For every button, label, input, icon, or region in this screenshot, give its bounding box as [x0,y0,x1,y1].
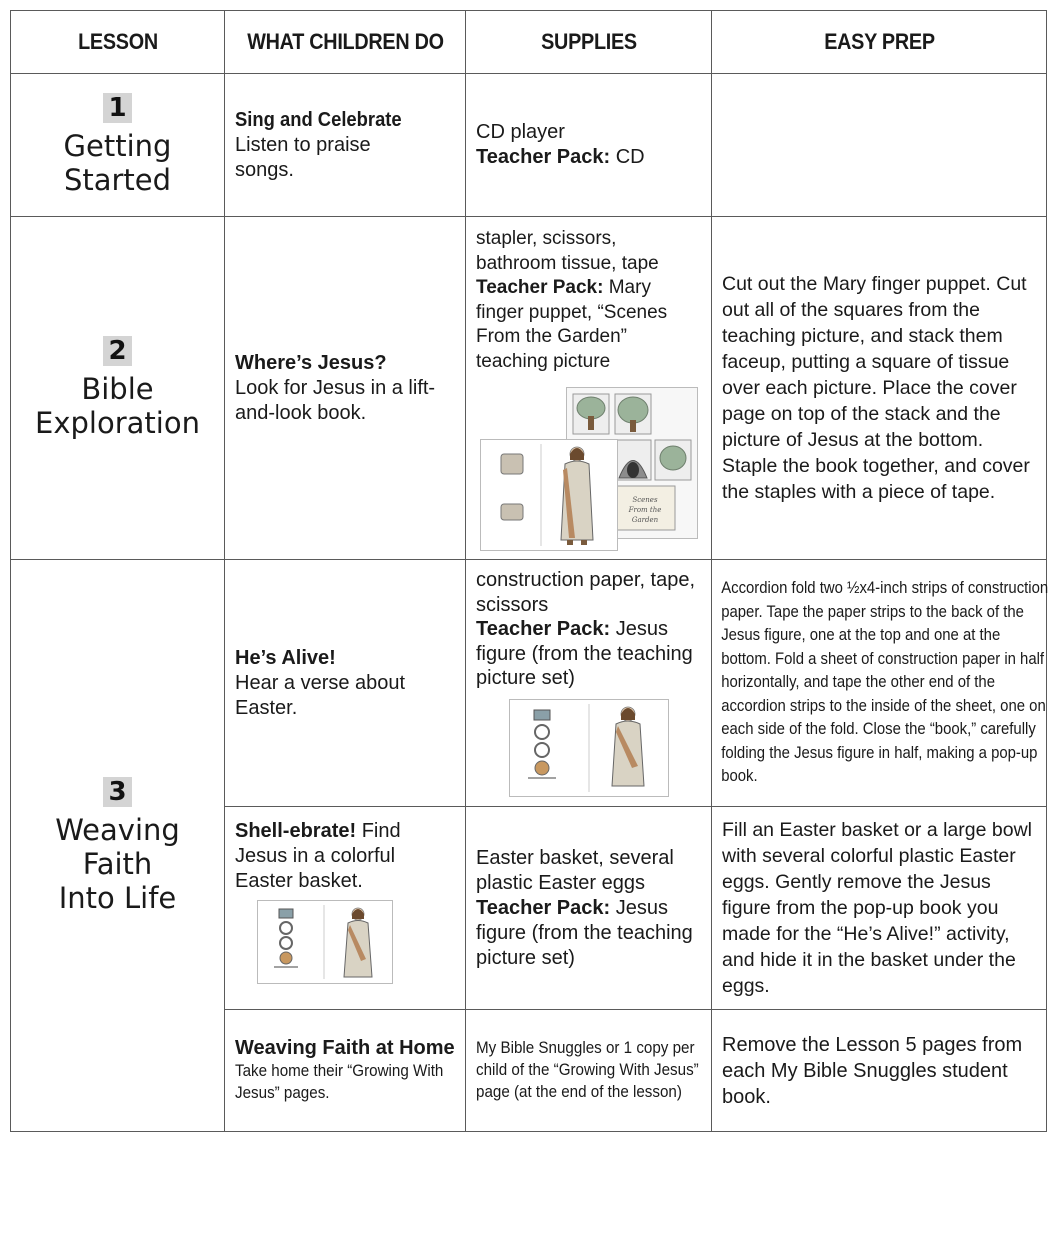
lesson-row-2 [11,217,1047,560]
activity-description: Take home their “Growing With Jesus” pages. [235,1062,444,1102]
lesson-number-badge: 2 [103,336,131,366]
header-lesson: LESSON [21,11,214,74]
lesson-row-1 [11,74,1047,217]
activity-cell [225,1010,466,1132]
activity-title: Sing and Celebrate [235,108,402,131]
activity-cell [225,74,466,217]
prep-cell [712,217,1047,560]
teacher-pack-line: Teacher Pack: Mary finger puppet, “Scenes From the Garden” teaching picture [476,277,668,372]
activity-description: Hear a verse about Easter. [235,671,406,719]
lesson-name-line: Faith [82,846,153,881]
mary-finger-puppet-thumbnail [480,439,618,551]
activity-description: Look for Jesus in a lift-and-look book. [235,376,436,424]
supplies-text: Easter basket, several plastic Easter eggs [476,846,674,894]
jesus-figure-thumbnail [509,699,669,797]
header-row [11,11,1047,74]
lesson-number-badge: 3 [103,777,131,807]
svg-text:Scenes: Scenes [632,496,658,504]
lesson-plan-table [10,10,1047,1132]
supplies-cell [466,74,712,217]
prep-text: Remove the Lesson 5 pages from each My Bible Snuggles student book. [722,1033,1023,1108]
lesson-row-3-activity-1 [11,560,1047,807]
supplies-cell [466,560,712,807]
activity-description: Listen to praise songs. [235,133,371,181]
activity-title: Where’s Jesus? [235,351,387,374]
lesson-cell-2 [11,217,225,560]
activity-title: He’s Alive! [235,646,336,669]
supplies-text: My Bible Snuggles or 1 copy per child of the “Growing With Jesus” page (at the end of the lesson) [476,1039,699,1101]
svg-text:From the: From the [628,506,662,514]
teacher-pack-line: Teacher Pack: Jesus figure (from the teaching picture set) [476,896,693,969]
lesson-name-line: Into Life [58,880,177,915]
prep-cell [712,807,1047,1010]
lesson-name-line: Bible [81,372,154,406]
supplies-text: stapler, scissors, bathroom tissue, tape [476,228,659,274]
lesson-cell-1 [11,74,225,217]
header-easy-prep: EASY PREP [728,11,1030,74]
lesson-name-line: Getting [63,129,172,163]
header-what-children-do: WHAT CHILDREN DO [237,11,454,74]
lesson-name-line: Started [63,163,172,197]
prep-cell [712,560,1047,807]
teacher-pack-line: Teacher Pack: CD [476,146,645,168]
prep-cell [712,1010,1047,1132]
activity-title-and-description: Shell-ebrate! Find Jesus in a colorful Easter basket. [235,820,401,892]
teacher-pack-line: Teacher Pack: Jesus figure (from the teaching picture set) [476,618,693,689]
lesson-number-badge: 1 [103,93,131,123]
supplies-text: CD player [476,121,565,143]
supplies-text: construction paper, tape, scissors [476,569,696,616]
header-supplies: SUPPLIES [478,11,699,74]
prep-text: Fill an Easter basket or a large bowl with several colorful plastic Easter eggs. Gently remove the Jesus figure from the pop-up book you made for the “He’s Alive!” activity, and hide it in the basket under the eggs. [722,819,1032,997]
activity-cell [225,807,466,1010]
lesson-name-line: Exploration [35,406,200,440]
prep-text: Accordion fold two ½x4-inch strips of construction paper. Tape the paper strips to the back of the Jesus figure, one at the top and one at the bottom. Fold a sheet of construction paper in half horizontally, and tape the other end of the accordion strips to the inside of the sheet, one on each side of the fold. Close the “book,” carefully folding the Jesus figure in half, making a pop-up book. [721,579,1049,786]
lesson-cell-3 [11,560,225,1132]
activity-cell [225,560,466,807]
activity-title: Weaving Faith at Home [235,1037,455,1059]
supplies-cell [466,217,712,560]
prep-cell [712,74,1047,217]
supplies-cell [466,1010,712,1132]
supplies-cell [466,807,712,1010]
lesson-name-line: Weaving [55,812,180,847]
activity-cell [225,217,466,560]
prep-text: Cut out the Mary finger puppet. Cut out all of the squares from the teaching picture, and stack them faceup, putting a square of tissue over each picture. Place the cover page on top of the stack and the picture of Jesus at the bottom. Staple the book together, and cover the staples with a piece of tape. [722,273,1030,503]
svg-text:Garden: Garden [631,516,659,524]
jesus-figure-thumbnail [257,900,393,984]
